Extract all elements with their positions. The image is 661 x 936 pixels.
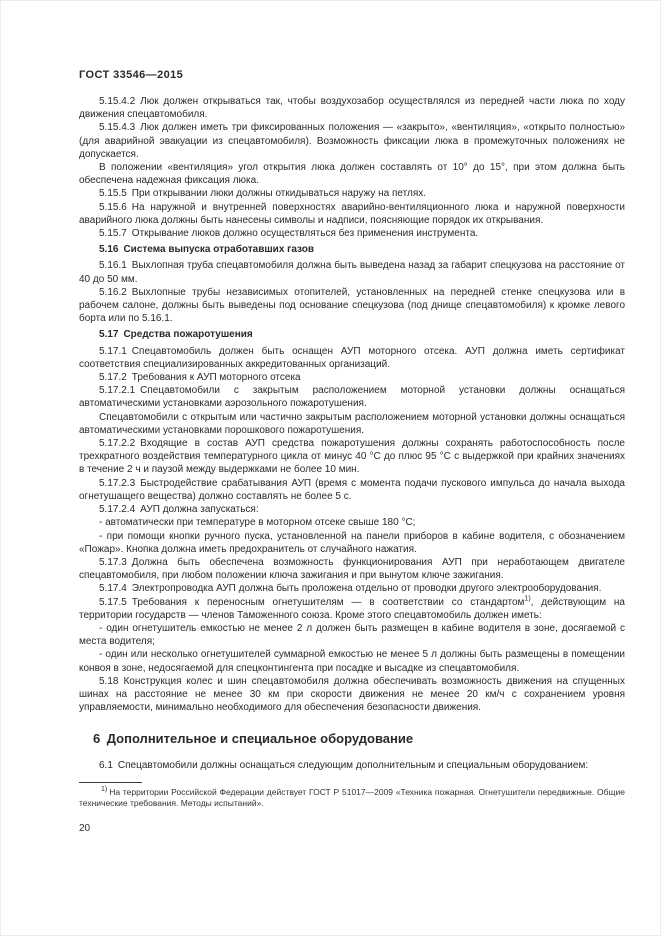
paragraph: Спецавтомобили с открытым или частично закрытым расположением моторной установки должны оснащаться автоматическими установками порошкового пожаротушения. <box>79 411 625 436</box>
subsection-heading: 5.16 Система выпуска отработавших газов <box>99 244 314 256</box>
paragraph: 5.17.2.1 Спецавтомобили с закрытым расположением моторной установки должны оснащаться автоматическими установками аэрозольного пожаротушения. <box>79 385 625 410</box>
document-body <box>79 95 625 773</box>
paragraph: 5.15.4.2 Люк должен открываться так, чтобы воздухозабор осуществлялся из передней части люка по ходу движения спецавтомобиля. <box>79 96 625 121</box>
paragraph: 5.16.2 Выхлопные трубы независимых отопителей, установленных на передней стенке спецкузова или в рабочем салоне, должны быть выведены под основание спецкузова (под днище спецавтомобиля) к кромке левого борта или по 5.16.1. <box>79 286 625 325</box>
text-run: , действующим на территории государств — членов Таможенного союза. Кроме этого спецавтомобиль должен иметь: <box>79 596 625 621</box>
footnote <box>79 787 625 810</box>
paragraph: 5.15.6 На наружной и внутренней поверхностях аварийно-вентиляционного люка и наружной поверхности аварийного люка должны быть нанесены символы и надписи, поясняющие порядок их открывания. <box>79 201 625 226</box>
paragraph: 5.15.4.3 Люк должен иметь три фиксированных положения — «закрыто», «вентиляция», «открыто полностью» (для аварийной эвакуации из спецавтомобиля). Возможность фиксации люка в промежуточных положениях не допускается. <box>79 122 625 160</box>
paragraph: 5.17.2.3 Быстродействие срабатывания АУП (время с момента подачи пускового импульса до начала выхода огнетушащего вещества) должно составлять не более 5 с. <box>79 477 625 502</box>
paragraph: 5.17.2.4 АУП должна запускаться: <box>99 504 259 516</box>
paragraph: 5.17.4 Электропроводка АУП должна быть проложена отдельно от проводки другого электрооборудования. <box>99 583 602 595</box>
footnote-marker: 1) <box>101 785 108 793</box>
paragraph: 5.17.2 Требования к АУП моторного отсека <box>99 372 301 384</box>
footnote-reference: 1) <box>524 595 531 603</box>
paragraph: 5.18 Конструкция колес и шин спецавтомобиля должна обеспечивать возможность движения на спущенных шинах на расстояние не менее 30 км при скорости движения не менее 20 км/ч с сохранением уровня управляемости, минимально необходимого для обеспечения безопасности движения. <box>79 675 625 714</box>
paragraph: 5.17.1 Спецавтомобиль должен быть оснащен АУП моторного отсека. АУП должна иметь сертификат соответствия специализированных аккредитованных организаций. <box>79 345 625 370</box>
paragraph: - при помощи кнопки ручного пуска, установленной на панели приборов в кабине водителя, с обозначением «Пожар». Кнопка должна иметь предохранитель от случайного нажатия. <box>79 530 625 555</box>
footnote-text: На территории Российской Федерации действует ГОСТ Р 51017—2009 «Техника пожарная. Огнетушители передвижные. Общие технические требования. Методы испытаний». <box>79 786 625 809</box>
section-heading: 6 Дополнительное и специальное оборудование <box>93 731 414 747</box>
paragraph: 5.15.5 При открывании люки должны откидываться наружу на петлях. <box>99 188 427 200</box>
text-run: 5.17.5 Требования к переносным огнетушителям — в соответствии со стандартом <box>99 596 525 608</box>
footnote-area <box>79 782 625 810</box>
paragraph: - автоматически при температуре в моторном отсеке свыше 180 °С; <box>99 517 416 529</box>
page-number: 20 <box>79 822 91 834</box>
paragraph: В положении «вентиляция» угол открытия люка должен составлять от 10° до 15°, при этом должна быть обеспечена надежная фиксация люка. <box>79 162 625 187</box>
paragraph: - один или несколько огнетушителей суммарной емкостью не менее 5 л должны быть размещены в помещении конвоя в зоне, недосягаемой для спецконтингента при посадке и высадке из спецавтомобиля. <box>79 649 625 674</box>
paragraph: 5.17.3 Должна быть обеспечена возможность функционирования АУП при неработающем двигателе спецавтомобиля, при любом положении ключа зажигания и при вынутом ключе зажигания. <box>79 556 625 582</box>
document-header: ГОСТ 33546—2015 <box>79 69 184 81</box>
paragraph <box>79 596 625 622</box>
paragraph: - один огнетушитель емкостью не менее 2 л должен быть размещен в кабине водителя в зоне, досягаемой с места водителя; <box>79 622 625 648</box>
paragraph: 5.15.7 Открывание люков должно осуществляться без применения инструмента. <box>99 228 479 240</box>
subsection-heading: 5.17 Средства пожаротушения <box>99 329 253 341</box>
footnote-separator-rule <box>79 782 142 783</box>
paragraph: 5.17.2.2 Входящие в состав АУП средства пожаротушения должны сохранять работоспособность после трехкратного воздействия температурного цикла от минус 40 °С до плюс 95 °С с выдержкой при крайних значениях в течение 2 ч и паузой между выдержками не более 10 мин. <box>79 438 625 476</box>
paragraph: 6.1 Спецавтомобили должны оснащаться следующим дополнительным и специальным оборудованием: <box>99 760 589 772</box>
paragraph: 5.16.1 Выхлопная труба спецавтомобиля должна быть выведена назад за габарит спецкузова на расстояние от 40 до 50 мм. <box>79 260 625 285</box>
